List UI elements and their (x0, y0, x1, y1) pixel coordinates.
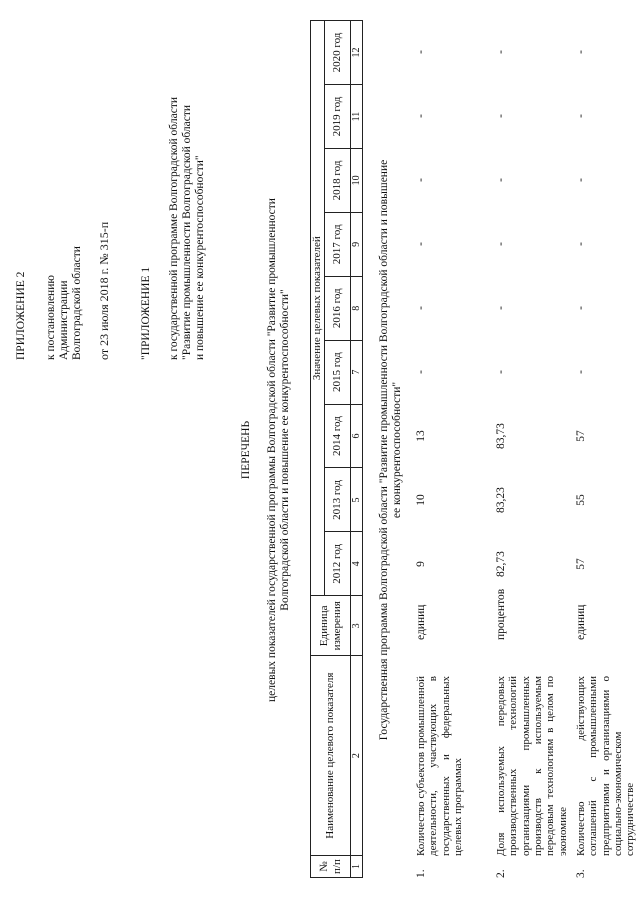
column-number: 5 (351, 468, 363, 532)
row-value: 13 (415, 430, 427, 442)
year-header: 2012 год (325, 532, 351, 596)
row-value: 57 (575, 558, 587, 570)
year-header: 2014 год (325, 404, 351, 468)
table-row (415, 20, 485, 878)
row-value: - (495, 114, 507, 118)
year-header: 2016 год (325, 276, 351, 340)
year-header: 2019 год (325, 85, 351, 149)
program-reference-line-1: к государственной программе Волгоградской области (168, 97, 180, 360)
row-number: 3. (575, 869, 587, 878)
appendix-2-label: ПРИЛОЖЕНИЕ 2 (15, 271, 27, 360)
row-value: 83,73 (495, 423, 507, 449)
year-header: 2013 год (325, 468, 351, 532)
column-number: 10 (351, 148, 363, 212)
row-unit: единиц (575, 604, 587, 640)
row-value: - (575, 370, 587, 374)
column-number: 9 (351, 212, 363, 276)
program-reference-line-3: и повышение ее конкурентоспособности" (194, 155, 206, 360)
section-heading-line-2: ее конкурентоспособности" (391, 381, 403, 519)
row-value: - (495, 370, 507, 374)
table-row (495, 20, 575, 878)
row-number: 2. (495, 869, 507, 878)
section-heading-line-1: Государственная программа Волгоградской области "Развитие промышленности Волгоградской области и повышение (378, 159, 390, 741)
column-number: 11 (351, 85, 363, 149)
to-resolution-text: к постановлению (45, 275, 57, 360)
row-value: - (415, 242, 427, 246)
year-header: 2018 год (325, 148, 351, 212)
administration-text: Администрации (58, 280, 70, 360)
row-value: - (575, 242, 587, 246)
row-value: - (495, 242, 507, 246)
column-number: 2 (351, 656, 363, 856)
column-number: 8 (351, 276, 363, 340)
row-value: 83,23 (495, 487, 507, 513)
column-number: 6 (351, 404, 363, 468)
row-value: - (495, 50, 507, 54)
resolution-date-number: от 23 июля 2018 г. № 315-п (97, 221, 111, 360)
year-header: 2020 год (325, 21, 351, 85)
column-number: 12 (351, 21, 363, 85)
column-number: 7 (351, 340, 363, 404)
program-reference-line-2: "Развитие промышленности Волгоградской области (181, 104, 193, 360)
row-value: - (575, 114, 587, 118)
row-value: - (415, 370, 427, 374)
year-header: 2015 год (325, 340, 351, 404)
row-unit: единиц (415, 604, 427, 640)
row-value: - (495, 306, 507, 310)
row-value: - (415, 50, 427, 54)
column-number: 3 (351, 596, 363, 656)
row-value: - (495, 178, 507, 182)
indicators-table-header (310, 20, 363, 878)
column-header-name: Наименование целевого показателя (311, 656, 351, 856)
year-header: 2017 год (325, 212, 351, 276)
column-header-number: № п/п (311, 856, 351, 878)
row-value: 9 (415, 561, 427, 567)
row-value: - (415, 306, 427, 310)
document-subtitle-line-1: целевых показателей государственной программы Волгоградской области "Развитие промышленности (266, 198, 278, 702)
row-indicator-name: Количество действующих соглашений с промышленными предприятиями и организациями о социально-экономическом сотрудничестве (575, 676, 637, 856)
region-text: Волгоградской области (71, 246, 83, 360)
row-number: 1. (415, 869, 427, 878)
row-indicator-name: Доля используемых передовых производственных технологий организациями промышленных производств к используемым передовым технологиям в целом по экономике (495, 676, 569, 856)
column-number: 1 (351, 856, 363, 878)
row-value: 10 (415, 494, 427, 506)
row-indicator-name: Количество субъектов промышленной деятельности, участвующих в государственных и федеральных целевых программах (415, 676, 464, 856)
row-value: - (415, 114, 427, 118)
row-unit: процентов (495, 588, 507, 640)
column-header-unit: Единица измерения (311, 596, 351, 656)
row-value: - (415, 178, 427, 182)
document-title: ПЕРЕЧЕНЬ (240, 420, 252, 480)
row-value: - (575, 306, 587, 310)
row-value: 57 (575, 430, 587, 442)
document-subtitle-line-2: Волгоградской области и повышение ее конкурентоспособности" (279, 289, 291, 611)
row-value: 82,73 (495, 551, 507, 577)
row-value: - (575, 178, 587, 182)
row-value: 55 (575, 494, 587, 506)
column-number: 4 (351, 532, 363, 596)
appendix-1-label: "ПРИЛОЖЕНИЕ 1 (140, 266, 152, 360)
table-row (575, 20, 635, 878)
column-header-values: Значение целевых показателей (311, 21, 325, 596)
row-value: - (575, 50, 587, 54)
